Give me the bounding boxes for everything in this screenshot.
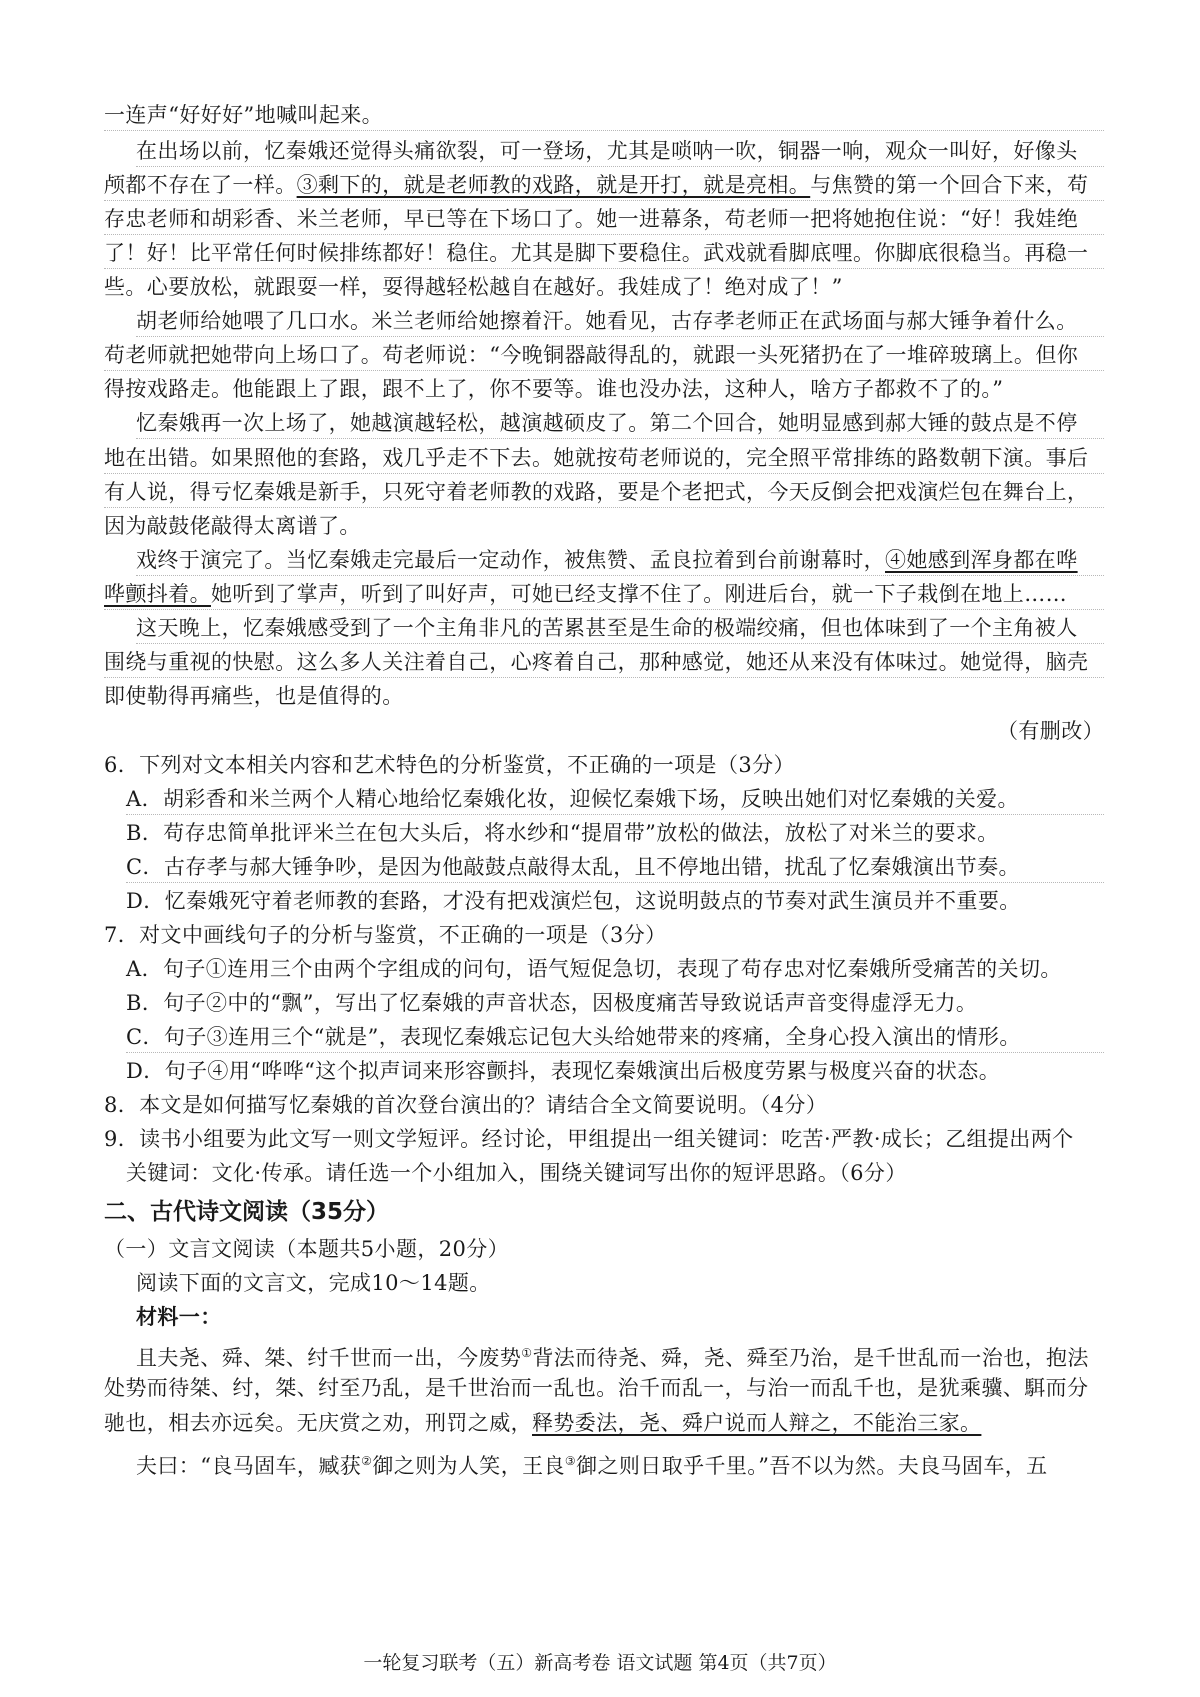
question-9-line-1: 9．读书小组要为此文写一则文学短评。经讨论，甲组提出一组关键词：吃苦·严教·成长；乙组提出两个 bbox=[104, 1127, 1074, 1151]
story-line-1: 一连声“好好好”地喊叫起来。 bbox=[104, 100, 1104, 131]
classical-text: 御之则日取乎千里。”吾不以为然。夫良马固车，五 bbox=[576, 1454, 1048, 1478]
classical-text: 背法而待尧、舜，尧、舜至乃治，是千世乱而一治也，抱法 bbox=[532, 1346, 1089, 1370]
footnote-marker: ③ bbox=[564, 1454, 577, 1468]
question-7-stem: 7．对文中画线句子的分析与鉴赏，不正确的一项是（3分） bbox=[104, 923, 667, 947]
question-7-option-b: B．句子②中的“飘”，写出了忆秦娥的声音状态，因极度痛苦导致说话声音变得虚浮无力。 bbox=[126, 991, 978, 1015]
question-6-option-b: B．苟存忠简单批评米兰在包大头后，将水纱和“提眉带”放松的做法，放松了对米兰的要求。 bbox=[126, 821, 999, 845]
story-text: 颅都不存在了一样。 bbox=[104, 173, 297, 197]
footnote-marker: ① bbox=[521, 1346, 533, 1360]
underlined-sentence-4-end: 哗颤抖着。 bbox=[104, 582, 211, 606]
question-9-line-2: 关键词：文化·传承。请任选一个小组加入，围绕关键词写出你的短评思路。（6分） bbox=[126, 1161, 907, 1185]
classical-text: 且夫尧、舜、桀、纣千世而一出，今废势 bbox=[136, 1346, 522, 1370]
underlined-sentence-4: ④她感到浑身都在哗 bbox=[885, 548, 1078, 572]
question-7-option-a: A．句子①连用三个由两个字组成的问句，语气短促急切，表现了苟存忠对忆秦娥所受痛苦的关切。 bbox=[126, 957, 1062, 981]
classical-line-4 bbox=[136, 1446, 1104, 1481]
underlined-sentence-3: ③剩下的，就是老师教的戏路，就是开打，就是亮相。 bbox=[296, 173, 811, 197]
page-footer: 一轮复习联考（五）新高考卷 语文试题 第4页（共7页） bbox=[363, 1652, 837, 1674]
subsection-heading: （一）文言文阅读（本题共5小题，20分） bbox=[104, 1237, 510, 1261]
story-line-14 bbox=[136, 545, 1104, 576]
story-line-9: 得按戏路走。他能跟上了跟，跟不上了，你不要等。谁也没办法，这种人，啥方子都救不了的。” bbox=[104, 377, 1004, 401]
classical-text: 驰也，相去亦远矣。无庆赏之劝，刑罚之威， bbox=[104, 1411, 532, 1435]
classical-line-3 bbox=[104, 1408, 1104, 1438]
story-text: 与焦赞的第一个回合下来，苟 bbox=[810, 173, 1089, 197]
question-6-option-a: A．胡彩香和米兰两个人精心地给忆秦娥化妆，迎候忆秦娥下场，反映出她们对忆秦娥的关爱。 bbox=[126, 784, 1104, 815]
classical-line-1 bbox=[136, 1338, 1104, 1373]
story-line-3 bbox=[104, 170, 1104, 201]
story-line-5: 了！好！比平常任何时候排练都好！稳住。尤其是脚下要稳住。武戏就看脚底哩。你脚底很稳当。再稳一 bbox=[104, 238, 1104, 269]
story-line-11: 地在出错。如果照他的套路，戏几乎走不下去。她就按苟老师说的，完全照平常排练的路数朝下演。事后 bbox=[104, 443, 1104, 474]
story-line-15 bbox=[104, 579, 1104, 610]
story-line-18: 即使勒得再痛些，也是值得的。 bbox=[104, 684, 404, 708]
story-line-16: 这天晚上，忆秦娥感受到了一个主角非凡的苦累甚至是生命的极端绞痛，但也体味到了一个主角被人 bbox=[136, 613, 1104, 644]
story-line-12: 有人说，得亏忆秦娥是新手，只死守着老师教的戏路，要是个老把式，今天反倒会把戏演烂包在舞台上， bbox=[104, 477, 1104, 508]
question-6-option-c: C．古存孝与郝大锤争吵，是因为他敲鼓点敲得太乱，且不停地出错，扰乱了忆秦娥演出节奏。 bbox=[126, 852, 1104, 883]
story-line-7: 胡老师给她喂了几口水。米兰老师给她擦着汗。她看见，古存孝老师正在武场面与郝大锤争着什么。 bbox=[136, 306, 1104, 337]
classical-text: 御之则为人笑，王良 bbox=[372, 1454, 565, 1478]
story-line-17: 围绕与重视的快慰。这么多人关注着自己，心疼着自己，那种感觉，她还从来没有体味过。她觉得，脑壳 bbox=[104, 647, 1104, 678]
source-note: （有删改） bbox=[997, 719, 1104, 743]
footnote-marker: ② bbox=[361, 1454, 373, 1468]
story-line-6: 些。心要放松，就跟耍一样，耍得越轻松越自在越好。我娃成了！绝对成了！” bbox=[104, 275, 843, 299]
question-6-stem: 6．下列对文本相关内容和艺术特色的分析鉴赏，不正确的一项是（3分） bbox=[104, 753, 795, 777]
story-line-4: 存忠老师和胡彩香、米兰老师，早已等在下场口了。她一进幕条，苟老师一把将她抱住说：“好！我娃绝 bbox=[104, 204, 1104, 235]
question-7-option-c: C．句子③连用三个“就是”，表现忆秦娥忘记包大头给她带来的疼痛，全身心投入演出的情形。 bbox=[126, 1022, 1104, 1053]
story-line-8: 苟老师就把她带向上场口了。苟老师说：“今晚铜器敲得乱的，就跟一头死猪扔在了一堆碎玻璃上。但你 bbox=[104, 340, 1104, 371]
story-line-13: 因为敲鼓佬敲得太离谱了。 bbox=[104, 514, 361, 538]
story-text: 她听到了掌声，听到了叫好声，可她已经支撑不住了。刚进后台，就一下子栽倒在地上…… bbox=[211, 582, 1067, 606]
question-8-stem: 8．本文是如何描写忆秦娥的首次登台演出的？请结合全文简要说明。（4分） bbox=[104, 1093, 828, 1117]
classical-text: 夫曰：“良马固车，臧获 bbox=[136, 1454, 362, 1478]
story-line-2: 在出场以前，忆秦娥还觉得头痛欲裂，可一登场，尤其是唢呐一吹，铜器一响，观众一叫好，好像头 bbox=[136, 136, 1104, 167]
section-heading: 二、古代诗文阅读（35分） bbox=[104, 1199, 390, 1225]
material-label: 材料一： bbox=[136, 1305, 222, 1329]
reading-instruction: 阅读下面的文言文，完成10～14题。 bbox=[136, 1271, 491, 1295]
story-line-10: 忆秦娥再一次上场了，她越演越轻松，越演越硕皮了。第二个回合，她明显感到郝大锤的鼓点是不停 bbox=[136, 408, 1104, 439]
story-text: 戏终于演完了。当忆秦娥走完最后一定动作，被焦赞、孟良拉着到台前谢幕时， bbox=[136, 548, 885, 572]
question-7-option-d: D．句子④用“哗哗“这个拟声词来形容颤抖，表现忆秦娥演出后极度劳累与极度兴奋的状态。 bbox=[126, 1059, 1001, 1083]
underlined-classical-sentence: 释势委法，尧、舜户说而人辩之，不能治三家。 bbox=[532, 1411, 982, 1435]
question-6-option-d: D．忆秦娥死守着老师教的套路，才没有把戏演烂包，这说明鼓点的节奏对武生演员并不重要。 bbox=[126, 889, 1021, 913]
classical-line-2: 处势而待桀、纣，桀、纣至乃乱，是千世治而一乱也。治千而乱一，与治一而乱千也，是犹乘骥、駬而分 bbox=[104, 1376, 1089, 1400]
